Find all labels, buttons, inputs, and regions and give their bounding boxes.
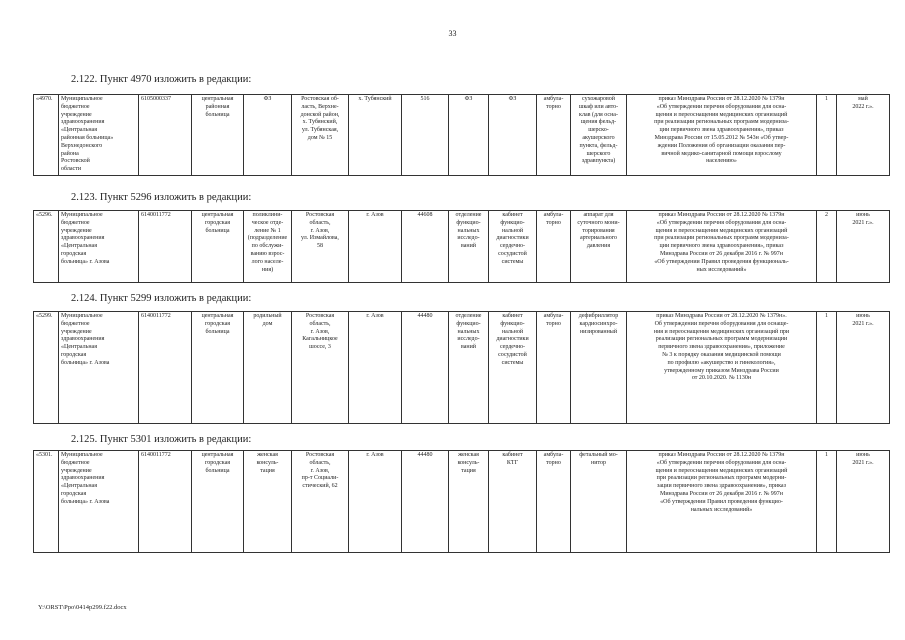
table-item-5296	[33, 210, 890, 283]
inn: 6105000337	[139, 95, 192, 176]
cabinet: кабинет функцио- нальной диагностики сердечно- сосудистой системы	[489, 312, 537, 424]
deadline: май 2022 г.».	[837, 95, 890, 176]
table-item-5299	[33, 311, 890, 424]
department: женская консуль- тация	[449, 451, 489, 553]
legal-basis: приказ Минздрава России от 28.12.2020 № 1379н «Об утверждении перечня оборудования для осна- щения и переоснащения медицинских организаций при реализации региональных программ модерниза- ции первичного звена здравоохранения», приказ Минздрава России от 15.05.2012 № 543н «Об утвер- ждении Положения об организации оказания пер- вичной медико-санитарной помощи взрослому населению»	[627, 95, 817, 176]
organization-type: центральная районная больница	[192, 95, 244, 176]
cabinet: кабинет функцио- нальной диагностики сердечно- сосудистой системы	[489, 211, 537, 283]
legal-basis: приказ Минздрава России от 28.12.2020 № 1379н «Об утверждении перечня оборудования для осна- щения и переоснащения медицинских организаций при реализации региональных программ модерниза- ции первичного звена здравоохранения», приказ Минздрава России от 26 декабря 2016 г. № 997н «Об утверждении Правил проведения функциональ- ных исследований»	[627, 211, 817, 283]
code: 516	[402, 95, 449, 176]
settlement: х. Тубянский	[349, 95, 402, 176]
table-row	[34, 451, 890, 553]
cabinet: кабинет КТГ	[489, 451, 537, 553]
care-form: амбула- торно	[537, 451, 571, 553]
address: Ростовская об- ласть, Верхне- донской район, х. Тубянский, ул. Тубянская, дом № 15	[292, 95, 349, 176]
equipment: сухожаровой шкаф или авто- клав (для осна- щения фельд- шерско- акушерского пункта, фельд- шерского здравпункта)	[571, 95, 627, 176]
table-row	[34, 312, 890, 424]
equipment: аппарат для суточного мони- торирования артериального давления	[571, 211, 627, 283]
care-form: амбула- торно	[537, 312, 571, 424]
quantity: 1	[817, 95, 837, 176]
care-form: амбула- торно	[537, 95, 571, 176]
organization-name: Муниципальное бюджетное учреждение здравоохранения «Центральная городская больница» г. Азова	[59, 312, 139, 424]
table-row	[34, 211, 890, 283]
item-number: «5296.	[34, 211, 59, 283]
code: 44480	[402, 451, 449, 553]
care-form: амбула- торно	[537, 211, 571, 283]
legal-basis: приказ Минздрава России от 28.12.2020 № 1379н». Об утверждении перечня оборудования для оснаще- ния и переоснащения медицинских организаций при реализации региональных программ модернизации первичного звена здравоохранения», приложение № 3 к порядку оказания медицинской помощи по профилю «акушерство и гинекология», утвержденному приказом Минздрава России от 20.10.2020. № 1130н	[627, 312, 817, 424]
equipment: фетальный мо- нитор	[571, 451, 627, 553]
section-heading-5299: 2.124. Пункт 5299 изложить в редакции:	[71, 293, 252, 304]
table-row	[34, 95, 890, 176]
deadline: июнь 2021 г.».	[837, 312, 890, 424]
department: отделение функцио- нальных исследо- ваний	[449, 211, 489, 283]
equipment: дефибриллятор кардиосинхро- низированный	[571, 312, 627, 424]
inn: 6140011772	[139, 211, 192, 283]
quantity: 1	[817, 451, 837, 553]
legal-basis: приказ Минздрава России от 28.12.2020 № 1379н «Об утверждении перечня оборудования для осна- щения и переоснащения медицинских организаций при реализации региональных программ модерни- зации первичного звена здравоохранения», приказ Минздрава России от 26 декабря 2016 г. № 997н «Об утверждении Правил проведения функцио- нальных исследований»	[627, 451, 817, 553]
address: Ростовская область, г. Азов, пр-т Социали- стический, 62	[292, 451, 349, 553]
organization-type: центральная городская больница	[192, 312, 244, 424]
settlement: г. Азов	[349, 451, 402, 553]
address: Ростовская область, г. Азов, ул. Измайлова, 58	[292, 211, 349, 283]
inn: 6140011772	[139, 312, 192, 424]
subdivision: ФЗ	[244, 95, 292, 176]
subdivision: родильный дом	[244, 312, 292, 424]
subdivision: женская консуль- тация	[244, 451, 292, 553]
cabinet: ФЗ	[489, 95, 537, 176]
organization-name: Муниципальное бюджетное учреждение здравоохранения «Центральная городская больница» г. Азова	[59, 211, 139, 283]
department: отделение функцио- нальных исследо- ваний	[449, 312, 489, 424]
item-number: «4970.	[34, 95, 59, 176]
organization-name: Муниципальное бюджетное учреждение здравоохранения «Центральная городская больница» г. Азова	[59, 451, 139, 553]
quantity: 1	[817, 312, 837, 424]
inn: 6140011772	[139, 451, 192, 553]
department: ФЗ	[449, 95, 489, 176]
subdivision: поликлини- ческое отде- ление № 1 (подразделение по обслужи- ванию взрос- лого населе- ния)	[244, 211, 292, 283]
table-item-4970	[33, 94, 890, 176]
deadline: июнь 2021 г.».	[837, 211, 890, 283]
section-heading-5301: 2.125. Пункт 5301 изложить в редакции:	[71, 434, 252, 445]
settlement: г. Азов	[349, 211, 402, 283]
deadline: июнь 2021 г.».	[837, 451, 890, 553]
code: 44480	[402, 312, 449, 424]
organization-type: центральная городская больница	[192, 451, 244, 553]
section-heading-4970: 2.122. Пункт 4970 изложить в редакции:	[71, 74, 252, 85]
organization-type: центральная городская больница	[192, 211, 244, 283]
address: Ростовская область, г. Азов, Кагальницкое шоссе, 3	[292, 312, 349, 424]
code: 44608	[402, 211, 449, 283]
quantity: 2	[817, 211, 837, 283]
table-item-5301	[33, 450, 890, 553]
file-path-footer: Y:\ORST\Ppo\0414p299.f22.docx	[38, 604, 127, 611]
settlement: г. Азов	[349, 312, 402, 424]
item-number: «5299.	[34, 312, 59, 424]
item-number: «5301.	[34, 451, 59, 553]
organization-name: Муниципальное бюджетное учреждение здравоохранения «Центральная районная больница» Верхнедонского района Ростовской области	[59, 95, 139, 176]
section-heading-5296: 2.123. Пункт 5296 изложить в редакции:	[71, 192, 252, 203]
page-number: 33	[448, 29, 457, 38]
